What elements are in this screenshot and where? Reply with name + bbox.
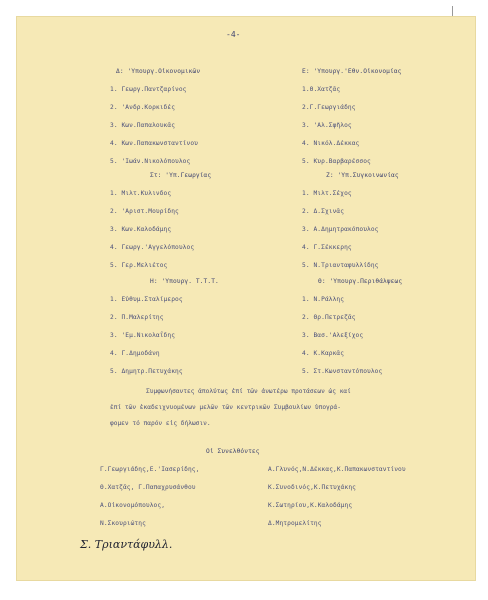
signatory-line: Α.Οἰκονομόπουλος, <box>100 502 166 509</box>
agreement-line: ἐπί τῶν ἐκαδειχνυομένων μελῶν τῶν κεντρικῶν Συμβουλίων ὑπογρά- <box>110 404 341 411</box>
signatories-heading: Οἱ Συνελθόντες <box>206 448 260 455</box>
list-item: 2.Γ.Γεωργιάδης <box>302 104 356 111</box>
section-heading-welfare: Θ: 'Υπουργ.Περιθάλψεως <box>318 278 403 285</box>
section-heading-communications: Ζ: 'Υπ.Συγκοινωνίας <box>326 172 399 179</box>
list-item: 1. Γεωργ.Παντζαρίνος <box>110 86 187 93</box>
margin-mark <box>452 6 453 16</box>
handwritten-signature: Σ. Τριαντάφυλλ. <box>80 538 173 551</box>
list-item: 5. Στ.Κωνσταντόπουλος <box>302 368 383 375</box>
signatory-line: Κ.Συνοδινός,Κ.Πετυχάκης <box>268 484 356 491</box>
signatory-line: Γ.Γεωργιάδης,Ε.'Ιασερίδης, <box>100 466 200 473</box>
list-item: 5. 'Ιωάν.Νικολόπουλος <box>110 158 191 165</box>
list-item: 2. Π.Μαλερίτης <box>110 314 164 321</box>
list-item: 3. Κων.Καλοδάμης <box>110 226 172 233</box>
signatory-line: Α.Γλυνός,Ν.Δέκκας,Κ.Παπακωνσταντίνου <box>268 466 406 473</box>
list-item: 2. Δ.Σχινᾶς <box>302 208 345 215</box>
agreement-line: φομεν τό παρόν εἰς δήλωσιν. <box>110 420 211 427</box>
list-item: 5. Γερ.Μελιέτος <box>110 262 168 269</box>
list-item: 4. Γεωργ.'Αγγελόπουλος <box>110 244 195 251</box>
list-item: 3. 'Αλ.Σφῆλος <box>302 122 352 129</box>
list-item: 1. Εὐθυμ.Σταλίμερος <box>110 296 183 303</box>
list-item: 1. Μιλτ.Σέχος <box>302 190 352 197</box>
list-item: 5. Δημητρ.Πετυχάκης <box>110 368 183 375</box>
signatory-line: Κ.Σωτηρίου,Κ.Καλοδάμης <box>268 502 353 509</box>
list-item: 3. Κων.Παπαλουκᾶς <box>110 122 176 129</box>
section-heading-national-economy: Ε: 'Υπουργ.'Εθν.Οἰκονομίας <box>302 68 402 75</box>
signatory-line: Θ.Χατζᾶς, Γ.Παπαχρυσάνθου <box>100 484 196 491</box>
section-heading-agriculture: Στ: 'Υπ.Γεωργίας <box>150 172 212 179</box>
list-item: 2. 'Ανδρ.Κορκιδές <box>110 104 176 111</box>
list-item: 4. Κων.Παπακωνσταντίνου <box>110 140 198 147</box>
signatory-line: Ν.Σκουριώτης <box>100 520 146 527</box>
list-item: 1. Μιλτ.Κυλινδος <box>110 190 172 197</box>
section-heading-finance: Δ: 'Υπουργ.Οἰκονομικῶν <box>116 68 201 75</box>
list-item: 3. 'Εμ.Νικολαΐδης <box>110 332 176 339</box>
agreement-line: Συμφωνήσαντες ἀπολύτως ἐπί τῶν ἀνωτέρω προτάσεων ὡς καί <box>146 388 351 395</box>
list-item: 5. Κυρ.Βαρβαρέσσος <box>302 158 371 165</box>
list-item: 4. Γ.Σέκκερης <box>302 244 352 251</box>
list-item: 4. Κ.Καρκᾶς <box>302 350 345 357</box>
list-item: 3. Α.Δημητρακόπουλος <box>302 226 379 233</box>
list-item: 5. Ν.Τριανταφυλλίδης <box>302 262 379 269</box>
list-item: 1. Ν.Ράλλης <box>302 296 345 303</box>
list-item: 2. 'Αριστ.Μουρίδης <box>110 208 179 215</box>
list-item: 4. Νικόλ.Δέκκας <box>302 140 360 147</box>
list-item: 1.Θ.Χατζᾶς <box>302 86 341 93</box>
list-item: 4. Γ.Δημοδάνη <box>110 350 160 357</box>
list-item: 2. Θρ.Πετρεζᾶς <box>302 314 356 321</box>
list-item: 3. Βασ.'Αλεξίχος <box>302 332 364 339</box>
signatory-line: Δ.Μητρομελίτης <box>268 520 322 527</box>
page-margin <box>476 0 488 600</box>
section-heading-ttt: Η: 'Υπουργ. Τ.Τ.Τ. <box>150 278 219 285</box>
document-page <box>16 16 476 581</box>
page-number: -4- <box>226 30 241 39</box>
